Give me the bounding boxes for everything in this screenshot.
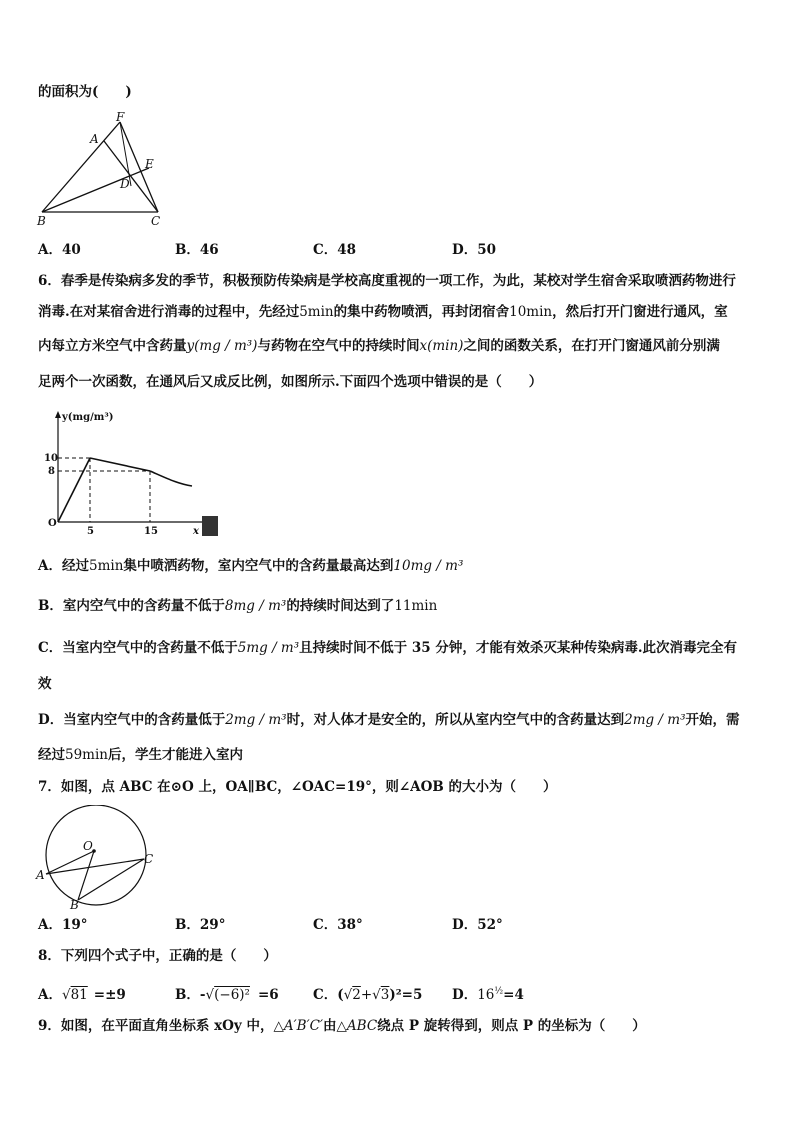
q7-option-b[interactable]: B．29° [175, 917, 226, 933]
q5-stem-tail: 的面积为( ) [38, 84, 132, 100]
q8-option-a[interactable]: A．√81 =±9 [38, 987, 126, 1003]
q5-option-c[interactable]: C．48 [313, 242, 357, 258]
q8-option-b[interactable]: B．-√(−6)² =6 [175, 987, 279, 1003]
q6-stem-line2: 消毒.在对某宿舍进行消毒的过程中，先经过5min的集中药物喷洒，再封闭宿舍10min，然后打开门窗进行通风，室 [38, 304, 728, 320]
q5-option-d[interactable]: D．50 [452, 242, 496, 258]
q5-triangle-figure [34, 110, 174, 228]
q6-option-d-cont: 经过59min后，学生才能进入室内 [38, 747, 243, 763]
q8-option-d[interactable]: D．$16^{\frac{1}{2}}=4$ [452, 986, 524, 1003]
label-D: D [120, 177, 130, 191]
graph-tick-8: 8 [48, 466, 55, 477]
q9-stem: 9．如图，在平面直角坐标系 xOy 中，△A′B′C′由△ABC绕点 P 旋转得到，则点 P 的坐标为（ ） [38, 1018, 646, 1034]
q5-option-a[interactable]: A．40 [38, 242, 81, 258]
label-F: F [116, 110, 125, 124]
label-C: C [144, 852, 154, 866]
q6-option-d[interactable]: D．当室内空气中的含药量低于2mg / m³时，对人体才是安全的，所以从室内空气中的含药量达到2mg / m³开始，需 [38, 712, 740, 728]
q7-stem: 7．如图，点 ABC 在⊙O 上，OA∥BC，∠OAC=19°，则∠AOB 的大小为（ ） [38, 779, 557, 795]
q6-stem-line1: 6．春季是传染病多发的季节，积极预防传染病是学校高度重视的一项工作，为此，某校对学生宿舍采取喷洒药物进行 [38, 273, 736, 289]
graph-tick-10: 10 [44, 453, 58, 464]
q7-option-d[interactable]: D．52° [452, 917, 503, 933]
q6-stem-line3: 内每立方米空气中含药量y(mg / m³)与药物在空气中的持续时间x(min)之间的函数关系，在打开门窗通风前分别满 [38, 338, 720, 354]
q6-option-a[interactable]: A．经过5min集中喷洒药物，室内空气中的含药量最高达到10mg / m³ [38, 558, 464, 574]
q6-option-c[interactable]: C．当室内空气中的含药量不低于5mg / m³且持续时间不低于 35 分钟，才能有效杀灭某种传染病毒.此次消毒完全有 [38, 640, 738, 656]
graph-tick-5: 5 [87, 526, 94, 537]
q7-option-c[interactable]: C．38° [313, 917, 363, 933]
q6-option-b[interactable]: B．室内空气中的含药量不低于8mg / m³的持续时间达到了11min [38, 598, 438, 614]
q6-graph-figure [38, 408, 220, 540]
label-A: A [90, 132, 99, 146]
graph-x-label: x [193, 526, 199, 537]
label-E: E [145, 157, 154, 171]
label-B: B [37, 214, 46, 228]
q5-option-b[interactable]: B．46 [175, 242, 219, 258]
graph-tick-15: 15 [144, 526, 158, 537]
label-O: O [83, 839, 93, 853]
label-A: A [36, 868, 45, 882]
q7-option-a[interactable]: A．19° [38, 917, 88, 933]
label-B: B [70, 898, 79, 911]
label-C: C [151, 214, 161, 228]
q6-stem-line4: 足两个一次函数，在通风后又成反比例，如图所示.下面四个选项中错误的是（ ） [38, 374, 543, 390]
q6-option-c-cont: 效 [38, 676, 52, 692]
q8-stem: 8．下列四个式子中，正确的是（ ） [38, 948, 277, 964]
graph-origin: O [48, 518, 57, 529]
q7-circle-figure [34, 805, 158, 911]
q8-option-c[interactable]: C．(√2+√3)²=5 [313, 987, 423, 1003]
graph-y-label: y(mg/m³) [62, 412, 114, 423]
